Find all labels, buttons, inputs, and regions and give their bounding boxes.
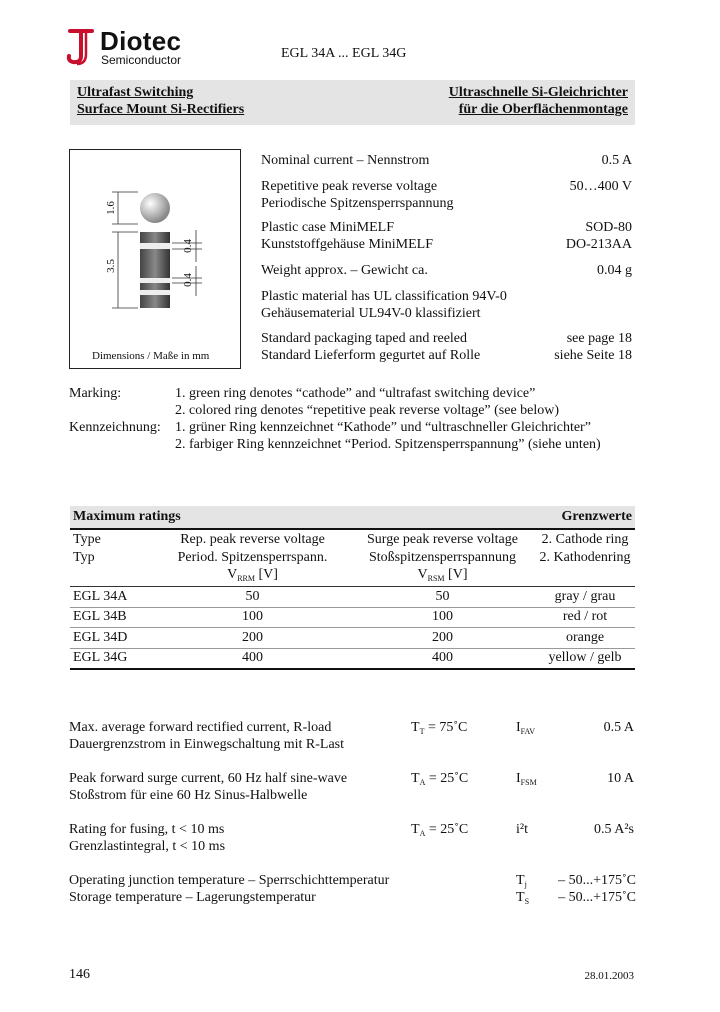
title-en-line2: Surface Mount Si-Rectifiers — [77, 102, 245, 117]
dim-ring1-label: 0.4 — [181, 239, 194, 253]
temp-junction-symbol: $T_j$ — [516, 873, 527, 889]
spec-case-value: SOD-80 — [585, 220, 632, 235]
row-ring: red / rot — [562, 609, 608, 624]
col-vrrm-en: Rep. peak reverse voltage — [180, 532, 325, 547]
dim-top-label: 1.6 — [104, 201, 117, 215]
minimelf-drawing — [70, 150, 240, 350]
row-vrsm: 50 — [435, 589, 450, 604]
ratings-header-rule — [70, 586, 635, 587]
spec-vrrm: Repetitive peak reverse voltage — [261, 179, 438, 194]
brand-name: Diotec — [100, 26, 182, 56]
title-de-line2: für die Oberflächenmontage — [458, 102, 628, 117]
row-vrsm: 200 — [432, 630, 453, 645]
ratings-top-rule — [70, 528, 635, 530]
param-label-de: Stoßstrom für eine 60 Hz Sinus-Halbwelle — [69, 788, 308, 803]
row-rule — [70, 607, 635, 608]
spec-ul-de: Gehäusematerial UL94V-0 klassifiziert — [261, 306, 481, 321]
ratings-title-en: Maximum ratings — [73, 509, 181, 524]
spec-case: Plastic case MiniMELF — [261, 220, 394, 235]
dim-ring2-label: 0.4 — [181, 273, 194, 287]
temp-storage-symbol: $T_S$ — [516, 890, 530, 906]
title-en-line1: Ultrafast Switching — [77, 85, 194, 100]
spec-ul: Plastic material has UL classification 94V-0 — [261, 289, 507, 304]
spec-case-de: Kunststoffgehäuse MiniMELF — [261, 237, 434, 252]
spec-packaging-value: see page 18 — [566, 331, 632, 346]
marking-en2: 2. colored ring denotes “repetitive peak reverse voltage” (see below) — [175, 403, 560, 418]
spec-case-value2: DO-213AA — [565, 237, 632, 252]
row-vrrm: 200 — [242, 630, 263, 645]
row-vrrm: 50 — [245, 589, 260, 604]
marking-en1: 1. green ring denotes “cathode” and “ultrafast switching device” — [175, 386, 536, 401]
ratings-title-de: Grenzwerte — [561, 509, 632, 524]
row-vrsm: 100 — [432, 609, 453, 624]
param-label-en: Rating for fusing, t < 10 ms — [69, 822, 225, 837]
dimension-figure — [69, 149, 241, 369]
param-symbol: i²t — [516, 822, 528, 837]
spec-packaging-de: Standard Lieferform gegurtet auf Rolle — [261, 348, 481, 363]
param-symbol: $I_{FSM}$ — [516, 771, 537, 787]
param-condition: $T_T$ = 75˚C — [411, 720, 468, 736]
row-type: EGL 34B — [73, 609, 127, 624]
col-type-de: Typ — [73, 550, 95, 565]
spec-nominal-current: Nominal current – Nennstrom — [261, 153, 430, 168]
temp-storage-value: – 50...+175˚C — [558, 890, 636, 905]
param-symbol: $I_{FAV}$ — [516, 720, 536, 736]
col-type-en: Type — [73, 532, 101, 547]
marking-label: Marking: — [69, 386, 122, 401]
spec-nominal-current-value: 0.5 A — [601, 153, 632, 168]
temp-junction-label: Operating junction temperature – Sperrschichttemperatur — [69, 873, 390, 888]
row-ring: yellow / gelb — [548, 650, 622, 665]
col-vrrm-de: Period. Spitzensperrspann. — [177, 550, 328, 565]
param-condition: $T_A$ = 25˚C — [411, 822, 469, 838]
param-label-en: Peak forward surge current, 60 Hz half sine-wave — [69, 771, 348, 786]
spec-vrrm-de: Periodische Spitzensperrspannung — [261, 196, 454, 211]
dim-body-label: 3.5 — [104, 259, 117, 273]
spec-weight-value: 0.04 g — [597, 263, 632, 278]
spec-packaging-value-de: siehe Seite 18 — [554, 348, 632, 363]
col-vrsm-de: Stoßspitzensperrspannung — [369, 550, 516, 565]
title-de-line1: Ultraschnelle Si-Gleichrichter — [448, 85, 628, 100]
marking-de1: 1. grüner Ring kennzeichnet “Kathode” und “ultraschneller Gleichrichter” — [175, 420, 591, 435]
row-vrrm: 400 — [242, 650, 263, 665]
row-vrrm: 100 — [242, 609, 263, 624]
figure-caption: Dimensions / Maße in mm — [92, 350, 210, 362]
row-type: EGL 34G — [73, 650, 128, 665]
temp-storage-label: Storage temperature – Lagerungstemperatur — [69, 890, 316, 905]
row-vrsm: 400 — [432, 650, 453, 665]
ratings-bottom-rule — [70, 668, 635, 670]
temp-junction-value: – 50...+175˚C — [558, 873, 636, 888]
col-ring-en: 2. Cathode ring — [541, 532, 629, 547]
brand-subtitle: Semiconductor — [101, 53, 182, 67]
param-value: 10 A — [607, 771, 634, 786]
param-label-de: Grenzlastintegral, t < 10 ms — [69, 839, 226, 854]
row-ring: gray / grau — [554, 589, 616, 604]
col-vrrm-symbol: $V_{RRM}$ [V] — [227, 567, 278, 583]
page-number: 146 — [69, 967, 90, 982]
col-vrsm-en: Surge peak reverse voltage — [367, 532, 518, 547]
footer-date: 28.01.2003 — [584, 970, 634, 982]
marking-de2: 2. farbiger Ring kennzeichnet “Period. Spitzensperrspannung” (siehe unten) — [175, 437, 601, 452]
row-type: EGL 34D — [73, 630, 128, 645]
param-value: 0.5 A²s — [594, 822, 634, 837]
param-condition: $T_A$ = 25˚C — [411, 771, 469, 787]
row-rule — [70, 648, 635, 649]
param-label-en: Max. average forward rectified current, R-load — [69, 720, 332, 735]
col-ring-de: 2. Kathodenring — [539, 550, 631, 565]
col-vrsm-symbol: $V_{RSM}$ [V] — [417, 567, 468, 583]
spec-vrrm-value: 50…400 V — [569, 179, 632, 194]
param-value: 0.5 A — [603, 720, 634, 735]
spec-weight: Weight approx. – Gewicht ca. — [261, 263, 428, 278]
kennzeichnung-label: Kennzeichnung: — [69, 420, 161, 435]
part-range: EGL 34A ... EGL 34G — [281, 46, 407, 61]
spec-packaging: Standard packaging taped and reeled — [261, 331, 468, 346]
param-label-de: Dauergrenzstrom in Einwegschaltung mit R-Last — [69, 737, 345, 752]
row-rule — [70, 627, 635, 628]
row-ring: orange — [565, 630, 605, 645]
diotec-logo-icon — [66, 28, 98, 66]
row-type: EGL 34A — [73, 589, 128, 604]
